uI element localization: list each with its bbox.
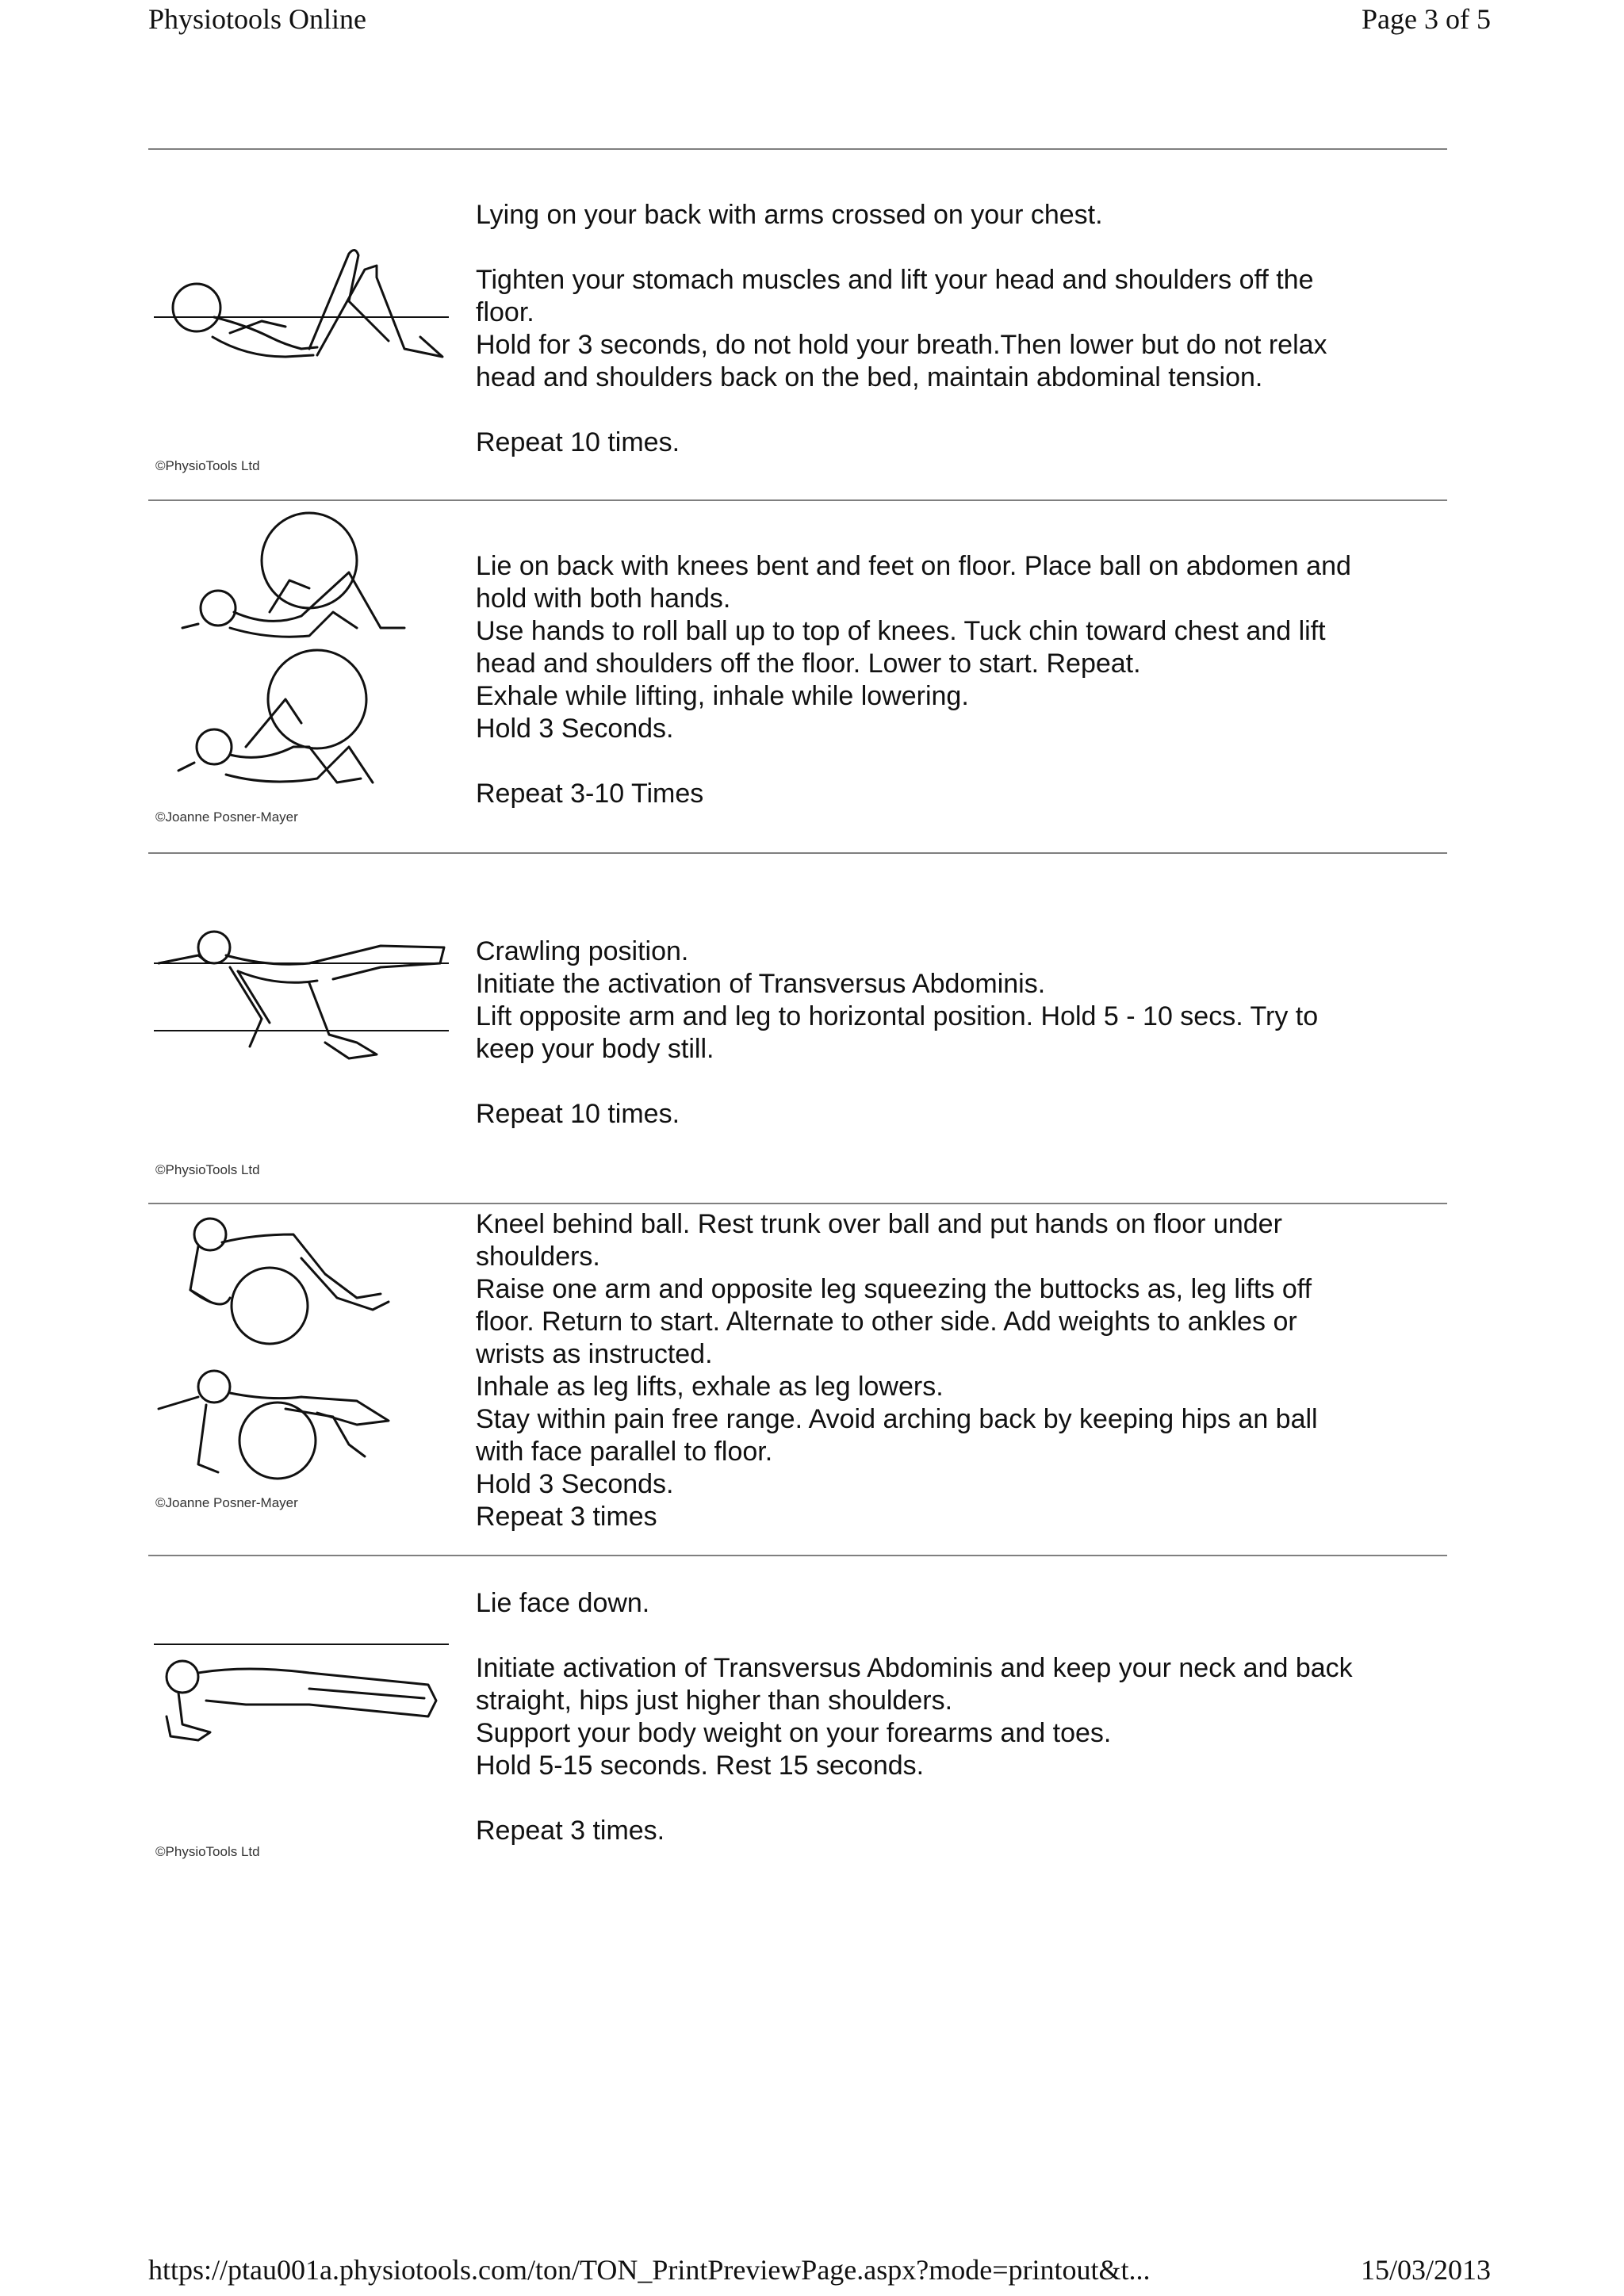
- instruction-line: Support your body weight on your forearms and toes.: [476, 1718, 1112, 1748]
- instruction-line: Initiate the activation of Transversus Abdominis.: [476, 969, 1046, 999]
- instructions: [476, 1587, 1451, 1847]
- instruction-line: floor.: [476, 297, 534, 327]
- divider: [148, 148, 1447, 150]
- instruction-line: wrists as instructed.: [476, 1339, 713, 1369]
- illustration-credit: ©PhysioTools Ltd: [155, 1844, 260, 1859]
- bird-dog-illustration: [151, 924, 452, 1066]
- instruction-line: Crawling position.: [476, 936, 689, 966]
- instruction-line: Initiate activation of Transversus Abdominis and keep your neck and back: [476, 1653, 1353, 1683]
- instructions: [476, 550, 1451, 810]
- illustration-credit: ©PhysioTools Ltd: [155, 458, 260, 473]
- instruction-line: Repeat 3 times: [476, 1502, 657, 1532]
- spacer: [476, 745, 1451, 778]
- ball-bird-dog-illustration: [151, 1211, 452, 1504]
- divider: [148, 852, 1447, 854]
- instruction-line: head and shoulders back on the bed, maintain abdominal tension.: [476, 362, 1263, 392]
- instruction-line: Raise one arm and opposite leg squeezing the buttocks as, leg lifts off: [476, 1274, 1312, 1304]
- instruction-line: shoulders.: [476, 1242, 600, 1272]
- instruction-line: Lie face down.: [476, 1588, 650, 1618]
- illustration-credit: ©Joanne Posner-Mayer: [155, 809, 298, 825]
- instruction-line: Hold 3 Seconds.: [476, 1469, 674, 1499]
- instruction-line: Repeat 10 times.: [476, 1099, 680, 1129]
- spacer: [476, 1620, 1451, 1652]
- instruction-line: Repeat 3-10 Times: [476, 779, 704, 809]
- app-title: Physiotools Online: [148, 3, 367, 35]
- spacer: [476, 394, 1451, 427]
- instruction-line: head and shoulders off the floor. Lower to start. Repeat.: [476, 649, 1141, 679]
- instruction-line: Inhale as leg lifts, exhale as leg lowers.: [476, 1372, 944, 1402]
- instruction-line: Lift opposite arm and leg to horizontal position. Hold 5 - 10 secs. Try to: [476, 1001, 1319, 1031]
- instruction-line: with face parallel to floor.: [476, 1437, 773, 1467]
- divider: [148, 1203, 1447, 1204]
- instruction-line: Repeat 3 times.: [476, 1816, 665, 1846]
- instruction-line: Hold 5-15 seconds. Rest 15 seconds.: [476, 1751, 925, 1781]
- footer-url: https://ptau001a.physiotools.com/ton/TON_PrintPreviewPage.aspx?mode=printout&t...: [148, 2254, 1151, 2286]
- page-indicator: Page 3 of 5: [1362, 3, 1491, 35]
- instructions: [476, 1208, 1451, 1533]
- instruction-line: Exhale while lifting, inhale while lowering.: [476, 681, 969, 711]
- instruction-line: Stay within pain free range. Avoid arching back by keeping hips an ball: [476, 1404, 1318, 1434]
- spacer: [476, 1782, 1451, 1815]
- instruction-line: floor. Return to start. Alternate to other side. Add weights to ankles or: [476, 1307, 1297, 1337]
- plank-illustration: [151, 1641, 452, 1752]
- instructions: [476, 936, 1451, 1131]
- footer-date: 15/03/2013: [1360, 2254, 1491, 2286]
- ball-crunch-illustration: [151, 509, 452, 810]
- spacer: [476, 232, 1451, 264]
- divider: [148, 499, 1447, 501]
- instruction-line: Hold for 3 seconds, do not hold your breath.Then lower but do not relax: [476, 330, 1327, 360]
- instruction-line: straight, hips just higher than shoulders.: [476, 1686, 953, 1716]
- crunch-illustration: [151, 238, 452, 373]
- instruction-line: keep your body still.: [476, 1034, 714, 1064]
- spacer: [476, 1066, 1451, 1098]
- instructions: [476, 199, 1451, 459]
- instruction-line: Use hands to roll ball up to top of knees. Tuck chin toward chest and lift: [476, 616, 1326, 646]
- instruction-line: Lie on back with knees bent and feet on floor. Place ball on abdomen and: [476, 551, 1351, 581]
- divider: [148, 1555, 1447, 1556]
- illustration-credit: ©PhysioTools Ltd: [155, 1162, 260, 1177]
- instruction-line: hold with both hands.: [476, 584, 731, 614]
- instruction-line: Repeat 10 times.: [476, 427, 680, 457]
- instruction-line: Tighten your stomach muscles and lift your head and shoulders off the: [476, 265, 1314, 295]
- instruction-line: Hold 3 Seconds.: [476, 714, 674, 744]
- instruction-line: Lying on your back with arms crossed on your chest.: [476, 200, 1103, 230]
- illustration-credit: ©Joanne Posner-Mayer: [155, 1495, 298, 1510]
- instruction-line: Kneel behind ball. Rest trunk over ball and put hands on floor under: [476, 1209, 1282, 1239]
